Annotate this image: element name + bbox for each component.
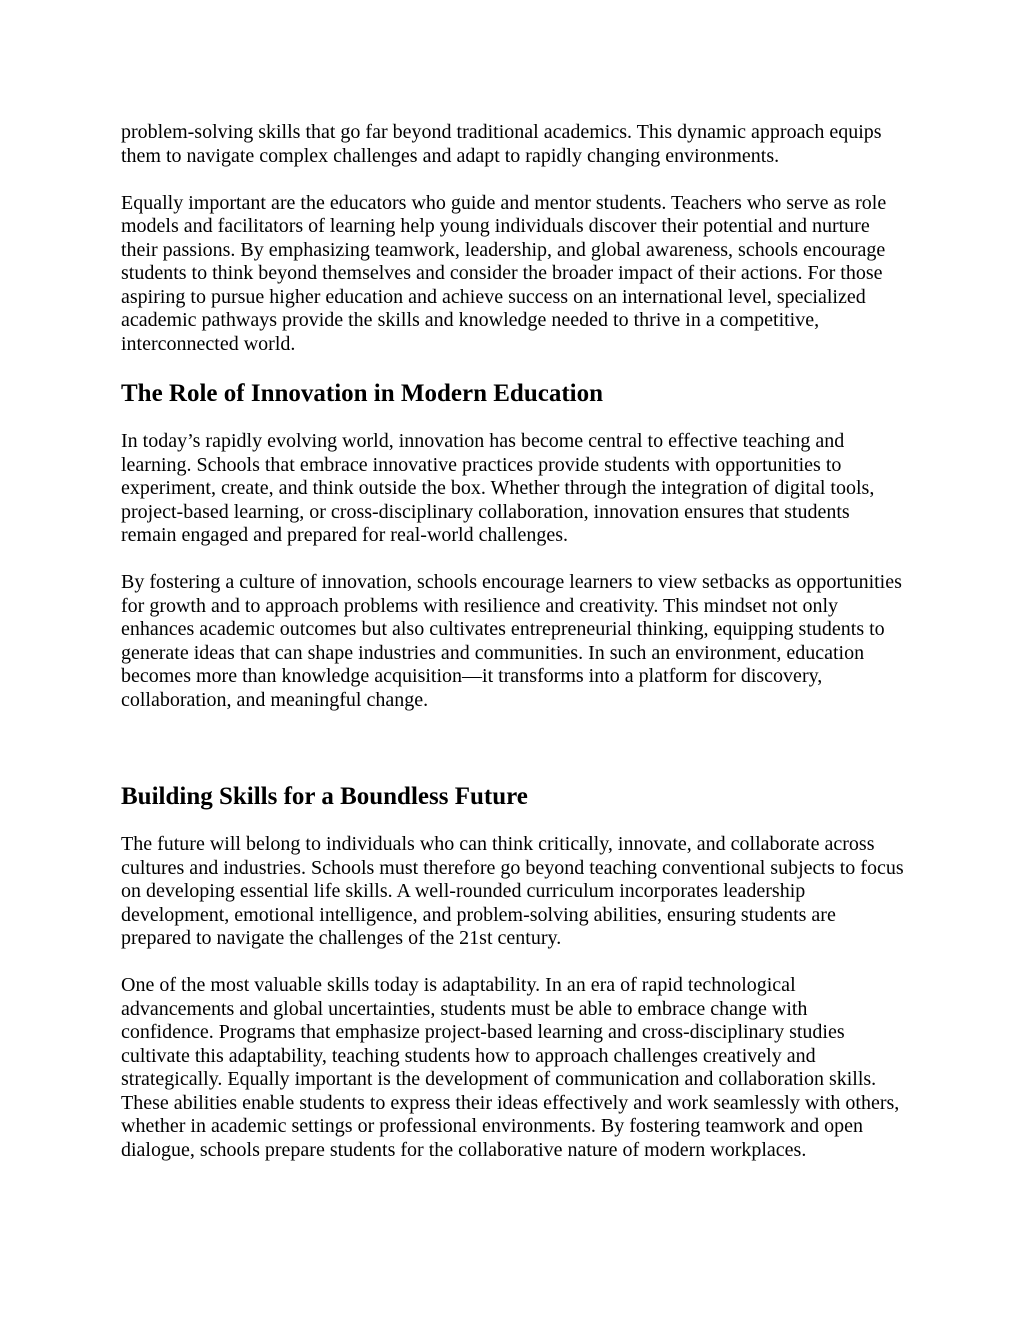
paragraph-skills-2: One of the most valuable skills today is adaptability. In an era of rapid technological advancements and global uncertainties, students must be able to embrace change with confidence. Programs that emphasize project-based learning and cross-disciplinary studies cultivate this adaptability, teaching students how to approach challenges creatively and strategically. Equally important is the development of communication and collaboration skills. These abilities enable students to express their ideas effectively and work seamlessly with others, whether in academic settings or professional environments. By fostering teamwork and open dialogue, schools prepare students for the collaborative nature of modern workplaces. [121, 974, 900, 1161]
paragraph-innovation-2: By fostering a culture of innovation, schools encourage learners to view setbacks as opportunities for growth and to approach problems with resilience and creativity. This mindset not only enhances academic outcomes but also cultivates entrepreneurial thinking, equipping students to generate ideas that can shape industries and communities. In such an environment, education becomes more than knowledge acquisition—it transforms into a platform for discovery, collaboration, and meaningful change. [121, 571, 902, 711]
document-content [121, 121, 905, 1186]
paragraph-continued: problem-solving skills that go far beyond traditional academics. This dynamic approach equips them to navigate complex challenges and adapt to rapidly changing environments. [121, 121, 882, 167]
paragraph-innovation-1: In today’s rapidly evolving world, innovation has become central to effective teaching and learning. Schools that embrace innovative practices provide students with opportunities to experiment, create, and think outside the box. Whether through the integration of digital tools, project-based learning, or cross-disciplinary collaboration, innovation ensures that students remain engaged and prepared for real-world challenges. [121, 430, 875, 546]
paragraph-skills-1: The future will belong to individuals who can think critically, innovate, and collaborate across cultures and industries. Schools must therefore go beyond teaching conventional subjects to focus on developing essential life skills. A well-rounded curriculum incorporates leadership development, emotional intelligence, and problem-solving abilities, ensuring students are prepared to navigate the challenges of the 21st century. [121, 833, 904, 949]
section-heading-skills: Building Skills for a Boundless Future [121, 782, 528, 810]
paragraph-educators: Equally important are the educators who guide and mentor students. Teachers who serve as role models and facilitators of learning help young individuals discover their potential and nurture their passions. By emphasizing teamwork, leadership, and global awareness, schools encourage students to think beyond themselves and consider the broader impact of their actions. For those aspiring to pursue higher education and achieve success on an international level, specialized academic pathways provide the skills and knowledge needed to thrive in a competitive, interconnected world. [121, 191, 887, 355]
section-heading-innovation: The Role of Innovation in Modern Education [121, 379, 604, 407]
